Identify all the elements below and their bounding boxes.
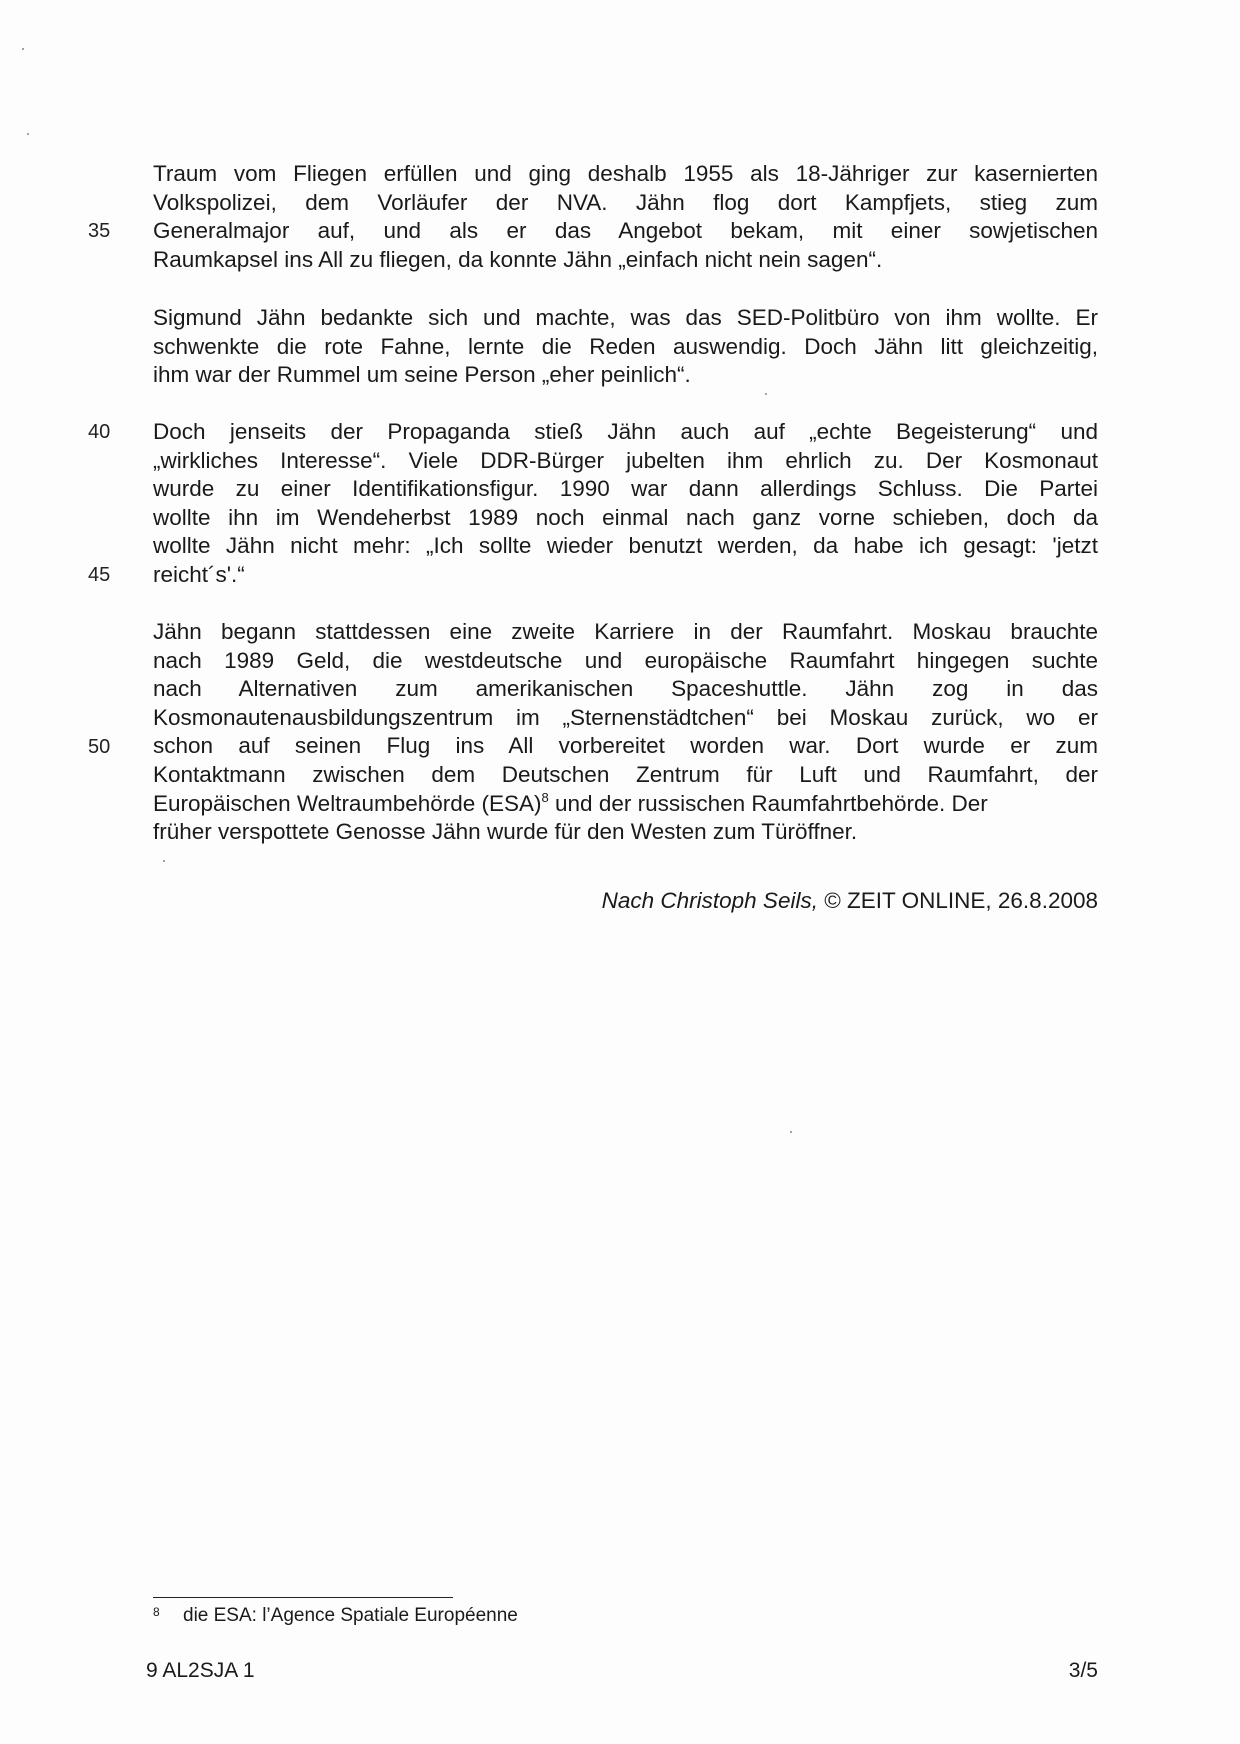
text-line: früher verspottete Genosse Jähn wurde für den Westen zum Türöffner. <box>153 819 858 845</box>
text-line: nach Alternativen zum amerikanischen Spaceshuttle. Jähn zog in das <box>153 676 1098 702</box>
paragraph-4 <box>153 618 1098 847</box>
document-code: 9 AL2SJA 1 <box>146 1659 255 1682</box>
footnote-number: 8 <box>153 1605 160 1619</box>
text-line: ihm war der Rummel um seine Person „eher peinlich“. <box>153 362 691 388</box>
text-line: wurde zu einer Identifikationsfigur. 1990 war dann allerdings Schluss. Die Partei <box>153 476 1098 502</box>
text-line: Sigmund Jähn bedankte sich und machte, was das SED-Politbüro von ihm wollte. Er <box>153 305 1098 330</box>
footnote-text: die ESA: l’Agence Spatiale Européenne <box>183 1605 518 1626</box>
source-citation <box>602 887 1098 915</box>
scan-speck <box>765 393 767 395</box>
source-author: Nach Christoph Seils, <box>601 888 818 913</box>
text-line-start: Europäischen Weltraumbehörde (ESA) <box>153 790 542 816</box>
text-line: Jähn begann stattdessen eine zweite Karriere in der Raumfahrt. Moskau brauchte <box>153 619 1098 644</box>
footnote-reference: 8 <box>541 789 549 805</box>
text-line: wollte ihn im Wendeherbst 1989 noch einmal nach ganz vorne schieben, doch da <box>153 504 1098 530</box>
paragraph-2 <box>153 304 1098 390</box>
text-line: schon auf seinen Flug ins All vorbereitet worden war. Dort wurde er zum <box>153 733 1098 759</box>
text-line-end: und der russischen Raumfahrtbehörde. Der <box>548 790 988 816</box>
text-line-part <box>153 790 988 819</box>
text-line: wollte Jähn nicht mehr: „Ich sollte wieder benutzt werden, da habe ich gesagt: 'jetzt <box>153 533 1098 559</box>
scan-speck <box>27 133 29 135</box>
text-line: „wirkliches Interesse“. Viele DDR-Bürger jubelten ihm ehrlich zu. Der Kosmonaut <box>153 447 1098 473</box>
footnote-divider <box>153 1597 453 1598</box>
text-line: Traum vom Fliegen erfüllen und ging deshalb 1955 als 18-Jähriger zur kasernierten <box>153 161 1098 186</box>
scan-speck <box>22 48 24 50</box>
page-number: 3/5 <box>1068 1659 1098 1682</box>
text-line: Generalmajor auf, und als er das Angebot bekam, mit einer sowjetischen <box>153 218 1098 244</box>
text-line: Volkspolizei, dem Vorläufer der NVA. Jähn flog dort Kampfjets, stieg zum <box>153 189 1098 215</box>
text-line: reicht´s'.“ <box>153 561 245 587</box>
paragraph-3 <box>153 418 1098 590</box>
text-line: Kontaktmann zwischen dem Deutschen Zentrum für Luft und Raumfahrt, der <box>153 761 1098 787</box>
line-number-35: 35 <box>88 220 111 242</box>
text-line: nach 1989 Geld, die westdeutsche und europäische Raumfahrt hingegen suchte <box>153 647 1098 673</box>
text-line: Doch jenseits der Propaganda stieß Jähn auch auf „echte Begeisterung“ und <box>153 419 1098 444</box>
text-line: schwenkte die rote Fahne, lernte die Reden auswendig. Doch Jähn litt gleichzeitig, <box>153 333 1098 359</box>
line-number-50: 50 <box>88 736 111 758</box>
scan-speck <box>790 1131 792 1133</box>
text-line-with-footnote-ref <box>153 790 1098 819</box>
text-line: Raumkapsel ins All zu fliegen, da konnte Jähn „einfach nicht nein sagen“. <box>153 246 883 272</box>
scan-speck <box>163 860 165 862</box>
source-publication: © ZEIT ONLINE, 26.8.2008 <box>817 888 1098 913</box>
footnote <box>153 1603 518 1629</box>
paragraph-1 <box>153 160 1098 274</box>
line-number-40: 40 <box>88 421 111 443</box>
text-line: Kosmonautenausbildungszentrum im „Sternenstädtchen“ bei Moskau zurück, wo er <box>153 704 1098 730</box>
line-number-45: 45 <box>88 564 111 586</box>
